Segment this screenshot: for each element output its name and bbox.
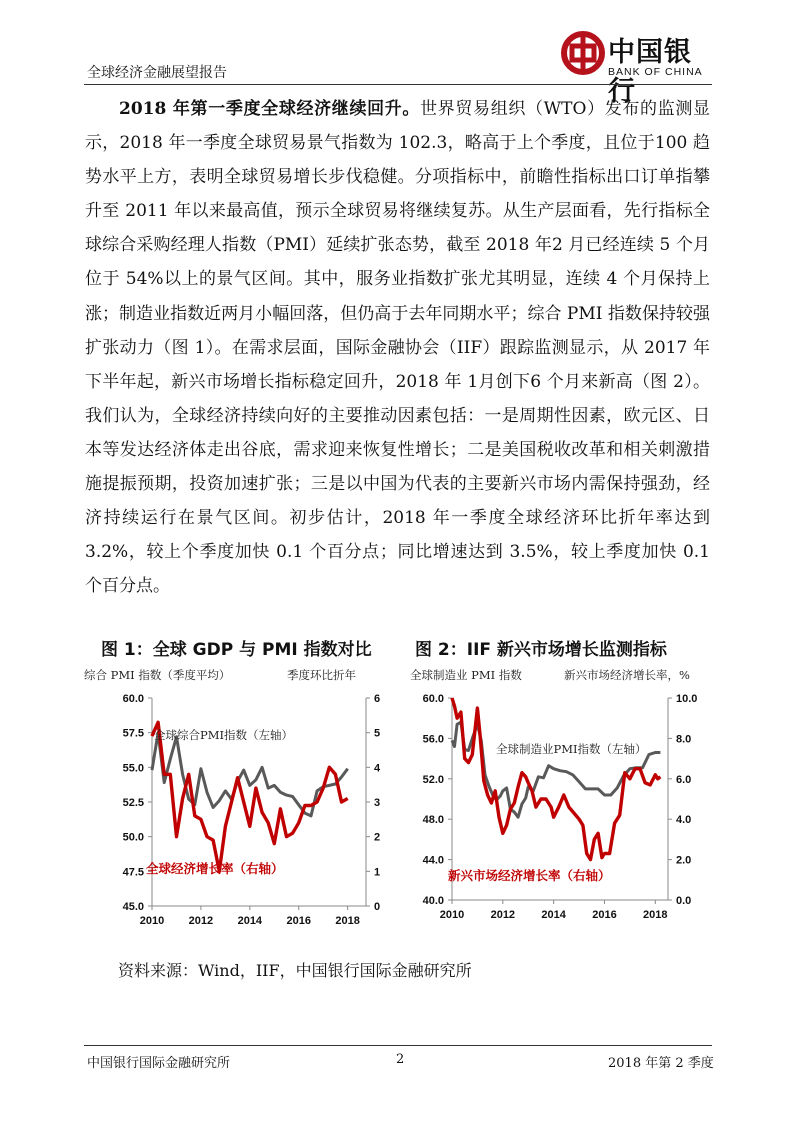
left-tick-label: 57.5	[122, 727, 144, 740]
footer-period: 2018 年第 2 季度	[608, 1056, 714, 1071]
boc-emblem-icon	[560, 30, 606, 76]
figure-1-title: 图 1：全球 GDP 与 PMI 指数对比	[101, 640, 372, 660]
left-axis-title: 全球制造业 PMI 指数	[410, 668, 522, 682]
right-tick-label: 1	[374, 866, 381, 879]
left-tick-label: 45.0	[122, 901, 144, 913]
right-axis-title: 新兴市场经济增长率，%	[564, 668, 690, 682]
left-tick-label: 44.0	[422, 854, 444, 867]
body-paragraph	[85, 92, 710, 603]
red-series-label: 全球经济增长率（右轴）	[146, 861, 284, 876]
right-tick-label: 0	[374, 901, 381, 913]
right-tick-label: 0.0	[676, 895, 692, 907]
left-tick-label: 50.0	[122, 831, 144, 844]
left-axis-title: 综合 PMI 指数（季度平均）	[84, 668, 231, 682]
red-series-label: 新兴市场经济增长率（右轴）	[448, 868, 611, 883]
x-tick-label: 2018	[643, 909, 668, 921]
figure-2-title: 图 2：IIF 新兴市场增长监测指标	[415, 640, 667, 660]
series-line-1	[452, 698, 660, 860]
paragraph-lead: 2018 年第一季度全球经济继续回升。	[119, 99, 421, 119]
bank-of-china-logo	[558, 28, 718, 107]
right-tick-label: 10.0	[676, 693, 698, 705]
data-source-note: 资料来源：Wind，IIF，中国银行国际金融研究所	[118, 961, 472, 980]
footer-institute: 中国银行国际金融研究所	[87, 1056, 231, 1071]
report-title: 全球经济金融展望报告	[87, 65, 227, 81]
right-tick-label: 8.0	[676, 733, 692, 746]
right-tick-label: 3	[374, 797, 381, 809]
x-tick-label: 2016	[286, 915, 311, 927]
grey-series-label: 全球综合PMI指数（左轴）	[154, 728, 294, 742]
left-tick-label: 52.5	[122, 797, 144, 809]
left-tick-label: 40.0	[422, 895, 444, 907]
left-tick-label: 56.0	[422, 733, 444, 746]
x-tick-label: 2010	[139, 915, 165, 927]
left-tick-label: 60.0	[122, 693, 144, 705]
right-tick-label: 4.0	[676, 814, 692, 827]
right-tick-label: 2.0	[676, 854, 692, 867]
right-axis-title: 季度环比折年	[287, 668, 356, 682]
figure-1-chart	[82, 664, 402, 944]
x-tick-label: 2018	[335, 915, 360, 927]
x-tick-label: 2012	[188, 915, 214, 927]
grey-series-label: 全球制造业PMI指数（左轴）	[496, 742, 647, 756]
left-tick-label: 47.5	[122, 866, 144, 879]
x-tick-label: 2014	[541, 909, 566, 921]
x-tick-label: 2012	[490, 909, 516, 921]
page-number: 2	[396, 1052, 405, 1067]
x-tick-label: 2010	[439, 909, 465, 921]
right-tick-label: 6.0	[676, 773, 692, 786]
right-tick-label: 6	[374, 693, 381, 705]
paragraph-text: 世界贸易组织（WTO）发布的监测显示，2018 年一季度全球贸易景气指数为 102.3，略高于上个季度，且位于100 趋势水平上方，表明全球贸易增长步伐稳健。分项指标中，前瞻性指标出口订单指攀升至 2011 年以来最高值，预示全球贸易将继续复苏。从生产层面看，先行指标全球综合采购经理人指数（PMI）延续扩张态势，截至 2018 年2 月已经连续 5 个月位于 54%以上的景气区间。其中，服务业指数扩张尤其明显，连续 4 个月保持上涨；制造业指数近两月小幅回落，但仍高于去年同期水平；综合 PMI 指数保持较强扩张动力（图 1）。在需求层面，国际金融协会（IIF）跟踪监测显示，从 2017 年下半年起，新兴市场增长指标稳定回升，2018 年 1月创下6 个月来新高（图 2）。我们认为，全球经济持续向好的主要推动因素包括：一是周期性因素，欧元区、日本等发达经济体走出谷底，需求迎来恢复性增长；二是美国税收改革和相关刺激措施提振预期，投资加速扩张；三是以中国为代表的主要新兴市场内需保持强劲，经济持续运行在景气区间。初步估计，2018 年一季度全球经济环比折年率达到 3.2%，较上个季度加快 0.1 个百分点；同比增速达到 3.5%，较上季度加快 0.1 个百分点。	[85, 99, 711, 597]
left-tick-label: 48.0	[422, 814, 444, 827]
x-tick-label: 2014	[237, 915, 263, 927]
x-tick-label: 2016	[592, 909, 617, 921]
series-line-1	[152, 722, 348, 871]
left-tick-label: 52.0	[422, 773, 444, 786]
logo-english-text: BANK OF CHINA	[608, 66, 703, 78]
right-tick-label: 4	[374, 762, 381, 775]
header-divider	[84, 84, 712, 85]
footer-divider	[84, 1045, 712, 1046]
left-tick-label: 60.0	[422, 693, 444, 705]
right-tick-label: 5	[374, 727, 381, 740]
right-tick-label: 2	[374, 831, 381, 844]
figure-2-chart	[404, 664, 720, 944]
logo-chinese-text: 中国银行	[608, 37, 692, 107]
left-tick-label: 55.0	[122, 762, 144, 775]
